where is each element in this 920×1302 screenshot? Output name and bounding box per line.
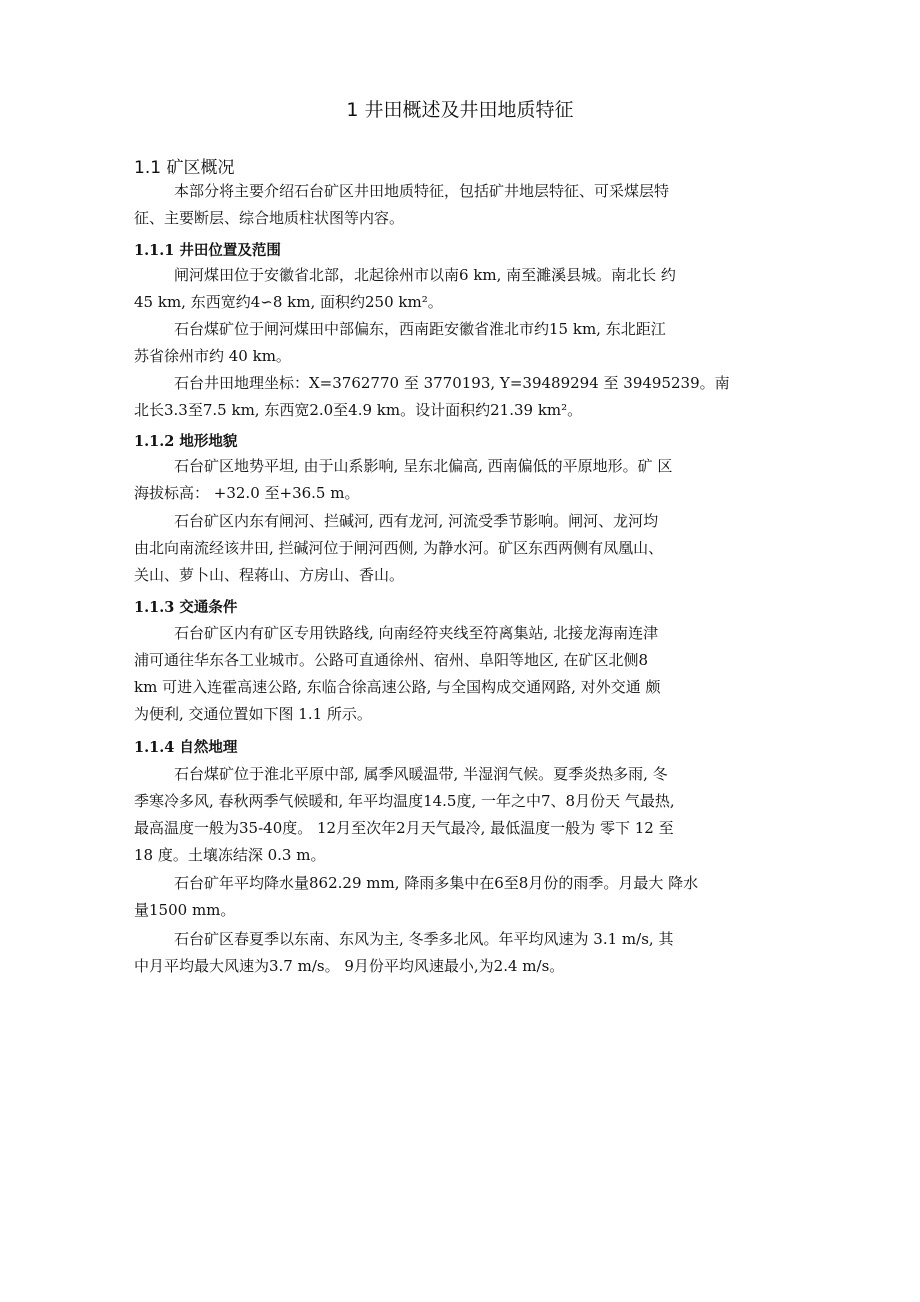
paragraph <box>134 453 794 507</box>
paragraph <box>134 870 794 924</box>
text-line: 本部分将主要介绍石台矿区井田地质特征，包括矿井地层特征、可采煤层特 <box>174 182 670 200</box>
text-line: 为便利, 交通位置如下图 1.1 所示。 <box>134 705 372 723</box>
paragraph <box>134 761 794 869</box>
text-line: 由北向南流经该井田, 拦碱河位于闸河西侧, 为静水河。矿区东西两侧有凤凰山、 <box>134 539 664 557</box>
intro-paragraph <box>134 178 794 232</box>
subsection-title-nature: 1.1.4 自然地理 <box>134 739 238 756</box>
text-line: 石台矿区春夏季以东南、东风为主, 冬季多北风。年平均风速为 3.1 m/s, 其 <box>174 930 674 948</box>
paragraph <box>134 262 794 316</box>
text-line: 石台矿区内东有闸河、拦碱河, 西有龙河, 河流受季节影响。闸河、龙河均 <box>174 512 659 530</box>
text-line: 苏省徐州市约 40 km。 <box>134 347 291 365</box>
text-line: 石台矿区内有矿区专用铁路线, 向南经符夹线至符离集站, 北接龙海南连津 <box>174 624 659 642</box>
text-line: 45 km, 东西宽约4∽8 km, 面积约250 km²。 <box>134 293 443 311</box>
text-line: 季寒冷多风, 春秋两季气候暖和, 年平均温度14.5度, 一年之中7、8月份天 气最热, <box>134 792 675 810</box>
text-line: 18 度。土壤冻结深 0.3 m。 <box>134 846 326 864</box>
chapter-title: 1 井田概述及井田地质特征 <box>346 99 574 121</box>
subsection-title-location: 1.1.1 井田位置及范围 <box>134 242 281 259</box>
text-line: 量1500 mm。 <box>134 901 236 919</box>
paragraph <box>134 620 794 728</box>
text-line: 北长3.3至7.5 km, 东西宽2.0至4.9 km。设计面积约21.39 km²。 <box>134 401 583 419</box>
text-line: 石台煤矿位于闸河煤田中部偏东，西南距安徽省淮北市约15 km, 东北距江 <box>174 320 666 338</box>
text-line: 最高温度一般为35-40度。 12月至次年2月天气最冷, 最低温度一般为 零下 12 至 <box>134 819 674 837</box>
text-line: 石台矿区地势平坦, 由于山系影响, 呈东北偏高, 西南偏低的平原地形。矿 区 <box>174 457 673 475</box>
text-line: 海拔标高： +32.0 至+36.5 m。 <box>134 484 360 502</box>
paragraph <box>134 926 794 980</box>
paragraph <box>134 316 794 370</box>
text-line: 浦可通往华东各工业城市。公路可直通徐州、宿州、阜阳等地区, 在矿区北侧8 <box>134 651 649 669</box>
text-line: 关山、萝卜山、程蒋山、方房山、香山。 <box>134 566 405 584</box>
paragraph <box>134 508 794 589</box>
text-line: 石台煤矿位于淮北平原中部, 属季风暖温带, 半湿润气候。夏季炎热多雨, 冬 <box>174 765 668 783</box>
subsection-title-terrain: 1.1.2 地形地貌 <box>134 433 238 450</box>
text-line: 石台矿年平均降水量862.29 mm, 降雨多集中在6至8月份的雨季。月最大 降水 <box>174 874 699 892</box>
section-title: 1.1 矿区概况 <box>134 158 235 178</box>
text-line: 中月平均最大风速为3.7 m/s。 9月份平均风速最小,为2.4 m/s。 <box>134 957 565 975</box>
text-line: 闸河煤田位于安徽省北部，北起徐州市以南6 km, 南至濉溪县城。南北长 约 <box>174 266 676 284</box>
subsection-title-transport: 1.1.3 交通条件 <box>134 599 238 616</box>
paragraph <box>134 370 794 424</box>
text-line: km 可进入连霍高速公路, 东临合徐高速公路, 与全国构成交通网路, 对外交通 颇 <box>134 678 661 696</box>
text-line: 征、主要断层、综合地质柱状图等内容。 <box>134 209 405 227</box>
text-line: 石台井田地理坐标：X=3762770 至 3770193, Y=39489294 至 39495239。南 <box>174 374 730 392</box>
